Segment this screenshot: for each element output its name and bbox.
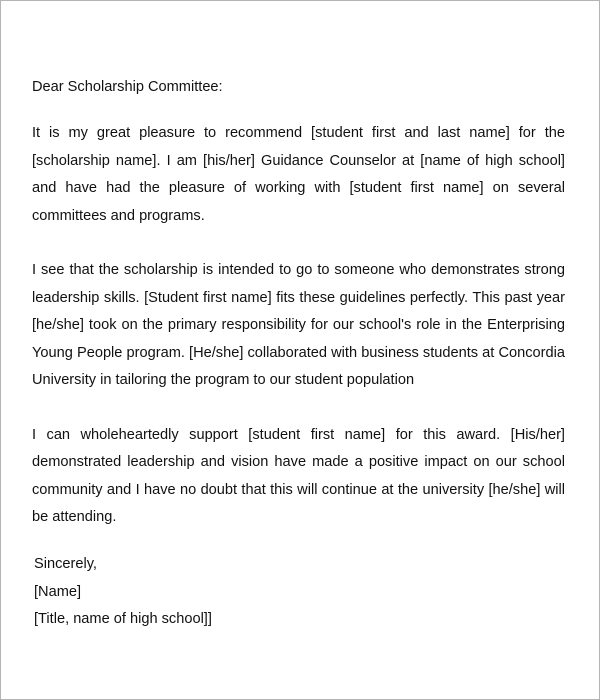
paragraph-introduction: It is my great pleasure to recommend [student first and last name] for the [scholarship name]. I am [his/her] Guidance Counselor at [name of high school] and have had the pleasure of working with [student first name] on several committees and programs.: [32, 125, 565, 224]
letter-body: [32, 74, 565, 634]
salutation: Dear Scholarship Committee:: [32, 79, 223, 95]
paragraph-support: I can wholeheartedly support [student first name] for this award. [His/her] demonstrated leadership and vision have made a positive impact on our school community and I have no doubt that this will continue at the university [he/she] will be attending.: [32, 426, 565, 526]
signature-title: [Title, name of high school]]: [34, 611, 212, 628]
signature-block: [32, 551, 565, 633]
signature-name: [Name]: [34, 583, 82, 600]
paragraph-leadership: I see that the scholarship is intended to go to someone who demonstrates strong leadership skills. [Student first name] fits these guidelines perfectly. This past year [he/she] took on the primary responsibility for our school's role in the Enterprising Young People program. [He/she] collaborated with business students at Concordia University in tailoring the program to our student population: [32, 262, 565, 389]
closing-phrase: Sincerely,: [34, 556, 97, 573]
